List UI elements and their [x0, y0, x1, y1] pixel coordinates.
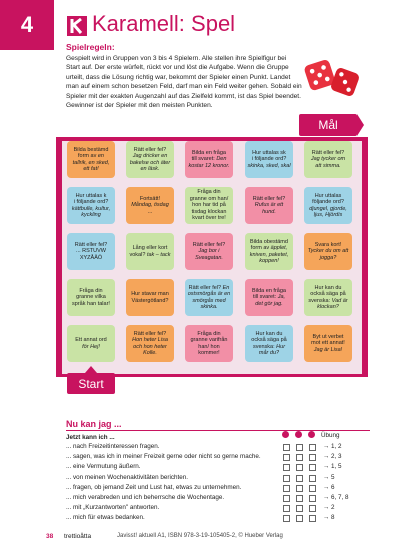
- can-do-text: ... fragen, ob jemand Zeit und Lust hat, etwas zu unternehmen.: [66, 483, 242, 491]
- checkbox[interactable]: [283, 485, 290, 492]
- goal-label: Mål: [299, 114, 357, 136]
- can-do-row: [66, 443, 371, 452]
- checkbox[interactable]: [283, 495, 290, 502]
- board-field: Fråga din granne varifrån han/ hon kommer!: [185, 325, 233, 362]
- checkbox[interactable]: [283, 464, 290, 471]
- start-label: Start: [67, 373, 115, 394]
- can-do-row: [66, 484, 371, 493]
- can-do-text: ... sagen, was ich in meiner Freizeit gerne oder nicht so gerne mache.: [66, 453, 261, 461]
- checkbox[interactable]: [283, 454, 290, 461]
- k-logo-icon: [67, 16, 87, 36]
- divider: [66, 430, 370, 431]
- can-do-text: ... mit „Kurzantworten" antworten.: [66, 504, 160, 512]
- page-number: 38: [46, 533, 54, 540]
- board-field: Hur kan du också säga på svenska: Vad är klockan?: [304, 279, 352, 316]
- checkbox[interactable]: [283, 444, 290, 451]
- checkbox[interactable]: [283, 515, 290, 522]
- board-field: Rätt eller fel? Rufus är ett hund.: [245, 187, 293, 224]
- can-do-row: [66, 514, 371, 523]
- can-do-row: [66, 463, 371, 472]
- exercise-ref: → 5: [323, 473, 335, 481]
- checkbox[interactable]: [296, 515, 303, 522]
- checkbox[interactable]: [309, 485, 316, 492]
- board-field: Bilda obestämd form av äpplet, kniven, paketet, koppen!: [245, 233, 293, 270]
- exercise-ref: → 1, 5: [323, 463, 342, 471]
- checkbox[interactable]: [309, 475, 316, 482]
- page-word: trettioåtta: [64, 533, 92, 540]
- exercise-ref: → 2: [323, 504, 335, 512]
- checkbox[interactable]: [296, 454, 303, 461]
- board-field: Rätt eller fel? Jag dricker en bakelse och äter en läsk.: [126, 141, 174, 178]
- board-field: Svara kort! Tycker du om att jogga?: [304, 233, 352, 270]
- board-field: Bilda bestämd form av en tallrik, en sked, ett fat!: [67, 141, 115, 178]
- board-field: Rätt eller fel? Jag tycker om att simma.: [304, 141, 352, 178]
- board-field: Ett annat ord för Hej!: [67, 325, 115, 362]
- board-field: Hur stavar man Västergötland?: [126, 279, 174, 316]
- checkbox[interactable]: [296, 505, 303, 512]
- checkbox[interactable]: [309, 495, 316, 502]
- page-title: Karamell: Spel: [92, 11, 236, 36]
- board-field: Hur uttalas sk i följande ord? skinka, sked, skal: [245, 141, 293, 178]
- board-field: Byt ut verbet mot ett annat! Jag är Lisa!: [304, 325, 352, 362]
- checkbox[interactable]: [309, 464, 316, 471]
- can-do-row: [66, 504, 371, 513]
- checkbox[interactable]: [309, 444, 316, 451]
- checkbox[interactable]: [309, 454, 316, 461]
- rating-dot-icon: [295, 431, 302, 438]
- can-do-text: ... eine Vermutung äußern.: [66, 463, 141, 471]
- can-do-text: ... mich verabreden und ich beherrsche die Wochentage.: [66, 494, 225, 501]
- checkbox[interactable]: [283, 505, 290, 512]
- checkbox[interactable]: [309, 515, 316, 522]
- board-field: Rätt eller fel? ... RSTUVW XYZÅÄÖ: [67, 233, 115, 270]
- board-field: Bilda en fråga till svaret: Ja, det gör jag.: [245, 279, 293, 316]
- board-field: Fråga din granne om han/ hon har tid på tisdag klockan kvart över tre!: [185, 187, 233, 224]
- uebung-header: Übung: [321, 432, 340, 439]
- exercise-ref: → 6, 7, 8: [323, 494, 349, 501]
- board-field: Rätt eller fel? Jag bor i Sveagatan.: [185, 233, 233, 270]
- can-do-text: ... von meinen Wochenaktivitäten berichten.: [66, 473, 189, 481]
- board-field: Rätt eller fel? En ostsmörgås är en smörgås med skinka.: [185, 279, 233, 316]
- rating-dot-icon: [308, 431, 315, 438]
- rating-dot-icon: [282, 431, 289, 438]
- rating-dots: [282, 431, 315, 438]
- can-do-row: [66, 494, 371, 503]
- can-do-row: [66, 474, 371, 483]
- exercise-ref: → 6: [323, 483, 335, 491]
- checkbox[interactable]: [309, 505, 316, 512]
- rules-text: Gespielt wird in Gruppen von 3 bis 4 Spielern. Alle stellen ihre Spielfigur bei Start auf. Der erste würfelt, rückt vor und löst die Aufgabe. Wenn die Gruppe urteilt, dass die Lösung richtig war, bekommt der Spieler einen Punkt. Landet man auf einem schon besetzen Feld, darf man ein Feld weiter gehen. Sobald ein Spieler mit der exakten Augenzahl auf das Zielfeld kommt, ist das Spiel beendet. Gewinner ist der Spieler mit den meisten Punkten.: [66, 55, 302, 110]
- board-field: Hur kan du också säga på svenska: Hur mår du?: [245, 325, 293, 362]
- board-field: Hur uttalas k i följande ord? kättbulle, kultur, kyckling: [67, 187, 115, 224]
- board-field: Fråga din granne vilka språk han talar!: [67, 279, 115, 316]
- checkbox[interactable]: [296, 464, 303, 471]
- board-field: Bilda en fråga till svaret: Den kostar 12 kronor.: [185, 141, 233, 178]
- jetzt-kann-ich-subheading: Jetzt kann ich ...: [66, 434, 115, 441]
- checkbox[interactable]: [296, 495, 303, 502]
- nu-kan-jag-heading: Nu kan jag ...: [66, 419, 122, 429]
- board-field: Fortsätt! Måndag, tisdag ...: [126, 187, 174, 224]
- checkbox[interactable]: [296, 485, 303, 492]
- can-do-text: ... mich für etwas bedanken.: [66, 514, 145, 522]
- can-do-row: [66, 453, 371, 462]
- checkbox[interactable]: [296, 475, 303, 482]
- exercise-ref: → 2, 3: [323, 453, 342, 461]
- imprint: Javisst! aktuell A1, ISBN 978-3-19-105405-2, © Hueber Verlag: [117, 533, 283, 539]
- rules-heading: Spielregeln:: [66, 42, 115, 52]
- can-do-text: ... nach Freizeitinteressen fragen.: [66, 443, 160, 450]
- checkbox[interactable]: [296, 444, 303, 451]
- chapter-tab: 4: [0, 0, 54, 50]
- checkbox[interactable]: [283, 475, 290, 482]
- exercise-ref: → 8: [323, 514, 335, 522]
- exercise-ref: → 1, 2: [323, 443, 342, 450]
- board-field: Rätt eller fel? Hon heter Lisa och hon heter Kolle.: [126, 325, 174, 362]
- board-field: Lång eller kort vokal? tak – tack: [126, 233, 174, 270]
- dice-icon: [303, 52, 361, 102]
- board-field: Hur uttalas följande ord? djungel, gjorde, ljus, Hjördis: [304, 187, 352, 224]
